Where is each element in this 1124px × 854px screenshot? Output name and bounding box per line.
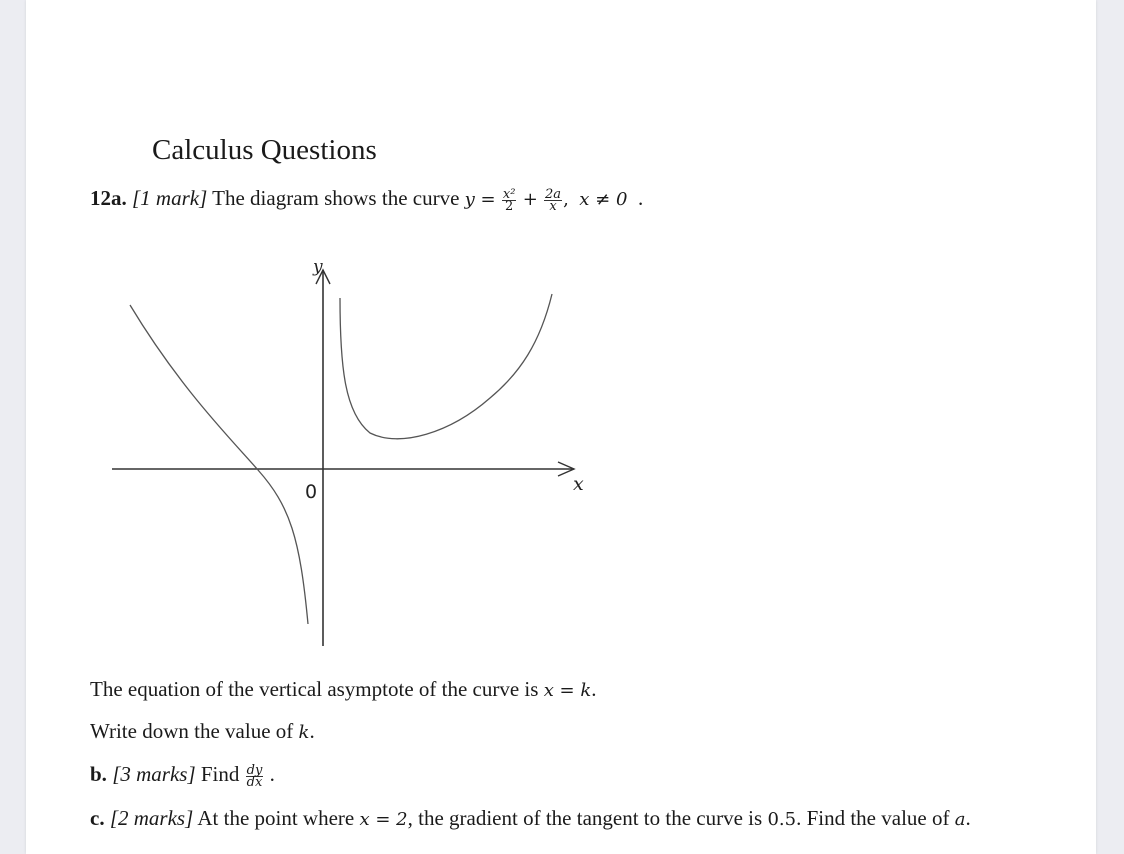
fraction-term-2-denominator: x bbox=[549, 198, 557, 214]
domain-condition: x ≠ 0 bbox=[579, 189, 628, 210]
derivative-numerator: dy bbox=[246, 762, 263, 778]
derivative-denominator: dx bbox=[246, 774, 263, 790]
curve-diagram bbox=[100, 248, 600, 652]
part-b-text: Find bbox=[200, 762, 240, 786]
part-c-period: . bbox=[965, 806, 971, 830]
write-down-instruction bbox=[90, 719, 315, 744]
asymptote-period: . bbox=[591, 677, 597, 701]
part-c-label: c. bbox=[90, 806, 105, 830]
origin-label: 0 bbox=[305, 481, 318, 503]
asymptote-statement bbox=[90, 677, 597, 702]
equation-comma: , bbox=[563, 189, 569, 210]
question-number: 12a. bbox=[90, 186, 127, 210]
part-c-var: a bbox=[954, 809, 966, 830]
part-c-value: 0.5 bbox=[767, 809, 797, 830]
curve-right-branch bbox=[340, 294, 552, 439]
question-period: . bbox=[637, 186, 644, 210]
fraction-term-1 bbox=[502, 186, 517, 214]
question-marks: [1 mark] bbox=[132, 186, 208, 210]
fraction-term-2 bbox=[544, 186, 562, 214]
write-down-period: . bbox=[309, 719, 315, 743]
question-12b bbox=[90, 762, 275, 788]
fraction-term-1-numerator: x² bbox=[502, 186, 516, 202]
fraction-term-2-numerator: 2a bbox=[545, 186, 562, 202]
asymptote-text: The equation of the vertical asymptote of the curve is bbox=[90, 677, 539, 701]
question-text: The diagram shows the curve bbox=[212, 186, 460, 210]
part-c-text-1: At the point where bbox=[197, 806, 355, 830]
part-c-equation: x = 2 bbox=[359, 809, 408, 830]
curve-left-branch bbox=[130, 305, 308, 624]
y-axis-label: y bbox=[313, 257, 323, 277]
fraction-term-1-denominator: 2 bbox=[505, 198, 514, 214]
plus-sign: + bbox=[522, 189, 538, 210]
equation-lhs: y = bbox=[464, 189, 496, 210]
part-c-text-3: . Find the value of bbox=[796, 806, 950, 830]
part-b-marks: [3 marks] bbox=[112, 762, 196, 786]
part-c-text-2: , the gradient of the tangent to the curve is bbox=[407, 806, 763, 830]
question-12c bbox=[90, 806, 971, 831]
write-down-var: k bbox=[298, 722, 310, 743]
page-title: Calculus Questions bbox=[152, 134, 377, 166]
part-b-label: b. bbox=[90, 762, 107, 786]
part-c-marks: [2 marks] bbox=[109, 806, 194, 830]
asymptote-equation: x = k bbox=[543, 680, 592, 701]
x-axis-label: x bbox=[573, 473, 584, 495]
part-b-period: . bbox=[269, 762, 275, 786]
write-down-text: Write down the value of bbox=[90, 719, 294, 743]
question-12a bbox=[90, 186, 643, 212]
derivative-fraction bbox=[246, 762, 264, 790]
